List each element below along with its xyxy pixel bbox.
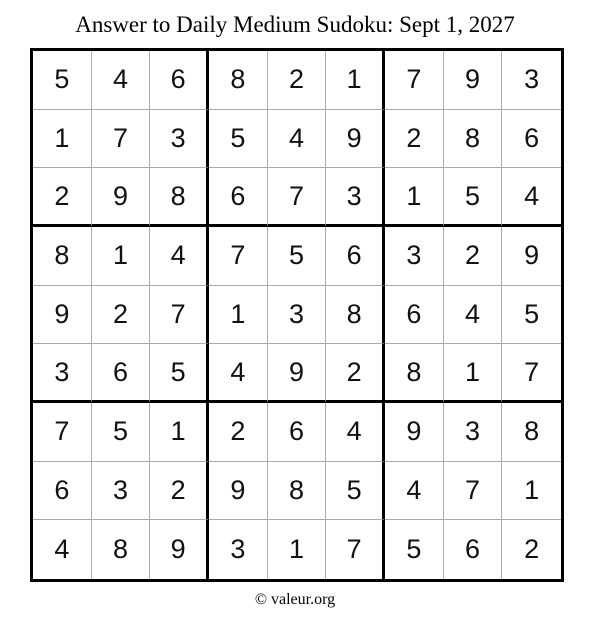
sudoku-cell: 9 bbox=[150, 520, 209, 579]
sudoku-cell: 5 bbox=[502, 286, 561, 345]
sudoku-cell: 4 bbox=[209, 344, 268, 403]
sudoku-cell: 4 bbox=[385, 462, 444, 521]
sudoku-cell: 4 bbox=[502, 168, 561, 227]
sudoku-cell: 5 bbox=[209, 110, 268, 169]
sudoku-cell: 7 bbox=[326, 520, 385, 579]
sudoku-cell: 9 bbox=[502, 227, 561, 286]
sudoku-cell: 2 bbox=[150, 462, 209, 521]
sudoku-cell: 6 bbox=[268, 403, 327, 462]
sudoku-cell: 6 bbox=[92, 344, 151, 403]
sudoku-cell: 5 bbox=[150, 344, 209, 403]
sudoku-cell: 5 bbox=[33, 51, 92, 110]
sudoku-cell: 1 bbox=[326, 51, 385, 110]
sudoku-cell: 1 bbox=[209, 286, 268, 345]
sudoku-cell: 4 bbox=[268, 110, 327, 169]
sudoku-cell: 8 bbox=[92, 520, 151, 579]
sudoku-cell: 8 bbox=[444, 110, 503, 169]
sudoku-cell: 7 bbox=[33, 403, 92, 462]
sudoku-cell: 4 bbox=[444, 286, 503, 345]
sudoku-cell: 1 bbox=[150, 403, 209, 462]
sudoku-cell: 3 bbox=[385, 227, 444, 286]
sudoku-cell: 2 bbox=[268, 51, 327, 110]
sudoku-cell: 6 bbox=[502, 110, 561, 169]
sudoku-cell: 3 bbox=[502, 51, 561, 110]
sudoku-cell: 4 bbox=[33, 520, 92, 579]
sudoku-cell: 7 bbox=[92, 110, 151, 169]
sudoku-cell: 3 bbox=[444, 403, 503, 462]
sudoku-cell: 1 bbox=[268, 520, 327, 579]
sudoku-cell: 8 bbox=[33, 227, 92, 286]
sudoku-cell: 6 bbox=[33, 462, 92, 521]
sudoku-cell: 3 bbox=[209, 520, 268, 579]
sudoku-cell: 9 bbox=[326, 110, 385, 169]
sudoku-cell: 2 bbox=[33, 168, 92, 227]
sudoku-cell: 3 bbox=[326, 168, 385, 227]
sudoku-cell: 7 bbox=[150, 286, 209, 345]
sudoku-cell: 7 bbox=[502, 344, 561, 403]
sudoku-cell: 6 bbox=[385, 286, 444, 345]
sudoku-cell: 6 bbox=[326, 227, 385, 286]
sudoku-cell: 3 bbox=[150, 110, 209, 169]
sudoku-cell: 8 bbox=[385, 344, 444, 403]
sudoku-cell: 8 bbox=[268, 462, 327, 521]
sudoku-cell: 4 bbox=[326, 403, 385, 462]
sudoku-cell: 8 bbox=[502, 403, 561, 462]
sudoku-cell: 8 bbox=[326, 286, 385, 345]
sudoku-cell: 3 bbox=[268, 286, 327, 345]
sudoku-cell: 7 bbox=[268, 168, 327, 227]
sudoku-cell: 9 bbox=[268, 344, 327, 403]
sudoku-cell: 5 bbox=[444, 168, 503, 227]
sudoku-cell: 2 bbox=[326, 344, 385, 403]
sudoku-cell: 1 bbox=[385, 168, 444, 227]
sudoku-cell: 2 bbox=[502, 520, 561, 579]
sudoku-cell: 6 bbox=[150, 51, 209, 110]
sudoku-cell: 7 bbox=[385, 51, 444, 110]
sudoku-cell: 7 bbox=[444, 462, 503, 521]
sudoku-cell: 9 bbox=[33, 286, 92, 345]
sudoku-cell: 3 bbox=[92, 462, 151, 521]
sudoku-cell: 9 bbox=[444, 51, 503, 110]
sudoku-cell: 1 bbox=[502, 462, 561, 521]
page-title: Answer to Daily Medium Sudoku: Sept 1, 2027 bbox=[75, 12, 515, 37]
sudoku-cell: 5 bbox=[326, 462, 385, 521]
sudoku-cell: 2 bbox=[92, 286, 151, 345]
sudoku-cell: 9 bbox=[92, 168, 151, 227]
sudoku-cell: 9 bbox=[385, 403, 444, 462]
sudoku-cell: 5 bbox=[92, 403, 151, 462]
copyright-footer: © valeur.org bbox=[254, 591, 336, 608]
sudoku-cell: 6 bbox=[209, 168, 268, 227]
sudoku-cell: 2 bbox=[385, 110, 444, 169]
sudoku-cell: 5 bbox=[385, 520, 444, 579]
sudoku-cell: 3 bbox=[33, 344, 92, 403]
sudoku-cell: 1 bbox=[92, 227, 151, 286]
sudoku-cell: 5 bbox=[268, 227, 327, 286]
sudoku-cell: 6 bbox=[444, 520, 503, 579]
sudoku-cell: 1 bbox=[444, 344, 503, 403]
sudoku-cell: 4 bbox=[150, 227, 209, 286]
sudoku-cell: 9 bbox=[209, 462, 268, 521]
sudoku-cell: 2 bbox=[444, 227, 503, 286]
sudoku-cell: 8 bbox=[150, 168, 209, 227]
sudoku-cell: 7 bbox=[209, 227, 268, 286]
sudoku-cell: 1 bbox=[33, 110, 92, 169]
sudoku-cell: 8 bbox=[209, 51, 268, 110]
sudoku-board bbox=[30, 48, 564, 582]
sudoku-cell: 2 bbox=[209, 403, 268, 462]
sudoku-cell: 4 bbox=[92, 51, 151, 110]
